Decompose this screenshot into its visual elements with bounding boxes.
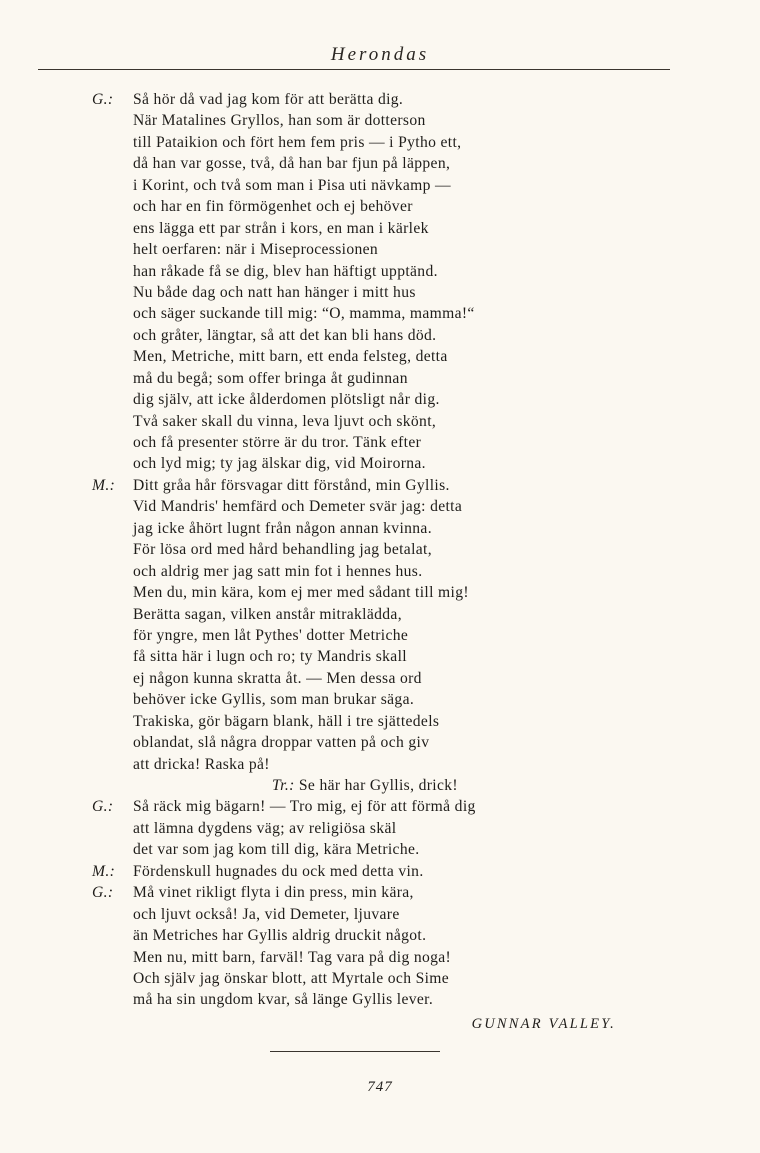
poem-line [0, 796, 760, 817]
line-text [133, 303, 475, 324]
poem-line [0, 775, 760, 796]
line-text [133, 239, 378, 260]
line-body: Ditt gråa hår försvagar ditt förstånd, min Gyllis. [133, 476, 450, 494]
poem-line [0, 496, 760, 517]
speaker-label: G.: [92, 798, 114, 816]
line-body: han råkade få se dig, blev han häftigt upptänd. [133, 262, 438, 280]
line-body: det var som jag kom till dig, kära Metriche. [133, 841, 420, 859]
line-body: oblandat, slå några droppar vatten på och giv [133, 734, 430, 752]
line-body: Så räck mig bägarn! — Tro mig, ej för att förmå dig [133, 798, 476, 816]
line-body: Må vinet rikligt flyta i din press, min kära, [133, 884, 414, 902]
poem-line [0, 668, 760, 689]
line-body: till Pataikion och fört hem fem pris — i Pytho ett, [133, 133, 462, 151]
line-body: för yngre, men låt Pythes' dotter Metriche [133, 626, 409, 644]
line-text [133, 561, 422, 582]
poem-line [0, 925, 760, 946]
poem-line [0, 346, 760, 367]
line-body: Men nu, mitt barn, farväl! Tag vara på dig noga! [133, 948, 452, 966]
line-text [133, 947, 451, 968]
line-body: Berätta sagan, vilken anstår mitraklädda, [133, 605, 402, 623]
poem-line [0, 968, 760, 989]
poem-line [0, 325, 760, 346]
line-text [133, 818, 396, 839]
speaker-label: M.: [92, 862, 116, 880]
line-text [133, 882, 414, 903]
line-text [133, 368, 408, 389]
poem-line [0, 196, 760, 217]
speaker-label: G.: [92, 91, 114, 108]
line-body: må du begå; som offer bringa åt gudinnan [133, 369, 408, 387]
header-rule [38, 69, 670, 70]
poem-line [0, 153, 760, 174]
poem-line [0, 432, 760, 453]
line-body: Nu både dag och natt han hänger i mitt hus [133, 283, 416, 301]
line-text [133, 411, 436, 432]
line-text [133, 261, 438, 282]
line-text [133, 839, 420, 860]
line-text [133, 711, 439, 732]
line-body: må ha sin ungdom kvar, så länge Gyllis lever. [133, 991, 434, 1009]
line-body: Två saker skall du vinna, leva ljuvt och skönt, [133, 412, 437, 430]
line-body: dig själv, att icke ålderdomen plötsligt når dig. [133, 391, 440, 409]
translator-signature: GUNNAR VALLEY. [471, 1016, 616, 1032]
line-body: Så hör då vad jag kom för att berätta dig. [133, 91, 404, 108]
line-text [133, 346, 448, 367]
line-text [133, 732, 429, 753]
line-text [133, 496, 462, 517]
line-body: Men du, min kära, kom ej mer med sådant till mig! [133, 584, 469, 602]
line-body: jag icke åhört lugnt från någon annan kvinna. [133, 519, 432, 537]
line-body: När Matalines Gryllos, han som är dotterson [133, 112, 426, 130]
poem-line [0, 261, 760, 282]
speaker-label: G.: [92, 884, 114, 902]
line-body: Vid Mandris' hemfärd och Demeter svär jag: detta [133, 498, 463, 516]
poem-line [0, 646, 760, 667]
poem-text [0, 89, 760, 1011]
poem-line [0, 625, 760, 646]
poem-line [0, 175, 760, 196]
poem-line [0, 604, 760, 625]
footer-rule [270, 1051, 440, 1052]
line-text [133, 453, 426, 474]
inline-speaker-label: Tr.: [272, 777, 295, 794]
line-text [133, 754, 270, 775]
line-body: ens lägga ett par strån i kors, en man i kärlek [133, 219, 429, 237]
poem-line [0, 818, 760, 839]
poem-line [0, 368, 760, 389]
line-body: Men, Metriche, mitt barn, ett enda felsteg, detta [133, 348, 448, 366]
line-text [133, 861, 424, 882]
line-text [133, 196, 413, 217]
line-text [133, 325, 436, 346]
poem-line [0, 389, 760, 410]
poem-line [0, 453, 760, 474]
poem-line [0, 947, 760, 968]
line-text [272, 775, 458, 796]
line-text [133, 989, 433, 1010]
line-body: och aldrig mer jag satt min fot i hennes hus. [133, 562, 423, 580]
line-text [133, 925, 426, 946]
line-text [133, 432, 421, 453]
line-text [133, 175, 451, 196]
line-text [133, 604, 402, 625]
poem-line [0, 582, 760, 603]
poem-line [0, 754, 760, 775]
poem-line [0, 689, 760, 710]
poem-line [0, 132, 760, 153]
line-body: och har en fin förmögenhet och ej behöver [133, 198, 413, 216]
line-body: behöver icke Gyllis, som man brukar säga. [133, 691, 415, 709]
line-body: För lösa ord med hård behandling jag betalat, [133, 541, 432, 559]
line-body: Se här har Gyllis, drick! [298, 777, 458, 794]
line-text [133, 689, 414, 710]
line-text [133, 796, 476, 817]
line-body: då han var gosse, två, då han bar fjun på läppen, [133, 155, 451, 173]
line-text [133, 282, 416, 303]
poem-line [0, 303, 760, 324]
poem-line [0, 732, 760, 753]
line-body: Och själv jag önskar blott, att Myrtale och Sime [133, 969, 450, 987]
speaker-label: M.: [92, 476, 116, 494]
line-body: i Korint, och två som man i Pisa uti nävkamp — [133, 176, 451, 194]
poem-line [0, 475, 760, 496]
poem-line [0, 539, 760, 560]
line-body: och lyd mig; ty jag älskar dig, vid Moirorna. [133, 455, 426, 473]
line-text [133, 668, 422, 689]
line-text [133, 110, 426, 131]
line-body: än Metriches har Gyllis aldrig druckit något. [133, 927, 427, 945]
line-text [133, 968, 449, 989]
poem-line [0, 989, 760, 1010]
line-body: få sitta här i lugn och ro; ty Mandris skall [133, 648, 407, 666]
line-text [133, 646, 407, 667]
poem-line [0, 89, 760, 110]
line-body: och få presenter större är du tror. Tänk efter [133, 434, 422, 451]
line-body: och säger suckande till mig: “O, mamma, mamma!“ [133, 305, 475, 323]
line-text [133, 582, 469, 603]
line-body: Trakiska, gör bägarn blank, häll i tre sjättedels [133, 712, 440, 730]
line-text [133, 89, 403, 110]
line-text [133, 132, 461, 153]
poem-line [0, 711, 760, 732]
line-body: att dricka! Raska på! [133, 755, 270, 773]
line-body: Fördenskull hugnades du ock med detta vin. [133, 862, 424, 880]
page-number: 747 [367, 1079, 393, 1095]
poem-line [0, 411, 760, 432]
poem-line [0, 904, 760, 925]
poem-line [0, 218, 760, 239]
line-body: och ljuvt också! Ja, vid Demeter, ljuvare [133, 905, 400, 923]
line-text [133, 475, 450, 496]
line-body: ej någon kunna skratta åt. — Men dessa ord [133, 669, 422, 687]
line-body: helt oerfaren: när i Miseprocessionen [133, 241, 379, 259]
poem-line [0, 239, 760, 260]
poem-line [0, 561, 760, 582]
line-text [133, 904, 400, 925]
line-body: och gråter, längtar, så att det kan bli hans död. [133, 326, 437, 344]
poem-line [0, 882, 760, 903]
poem-line [0, 110, 760, 131]
poem-line [0, 861, 760, 882]
line-text [133, 218, 429, 239]
poem-line [0, 518, 760, 539]
line-text [133, 625, 408, 646]
line-text [133, 518, 432, 539]
poem-line [0, 282, 760, 303]
line-text [133, 153, 450, 174]
line-text [133, 539, 432, 560]
running-header: Herondas [330, 44, 430, 65]
line-text [133, 389, 440, 410]
line-body: att lämna dygdens väg; av religiösa skäl [133, 819, 397, 837]
poem-line [0, 839, 760, 860]
